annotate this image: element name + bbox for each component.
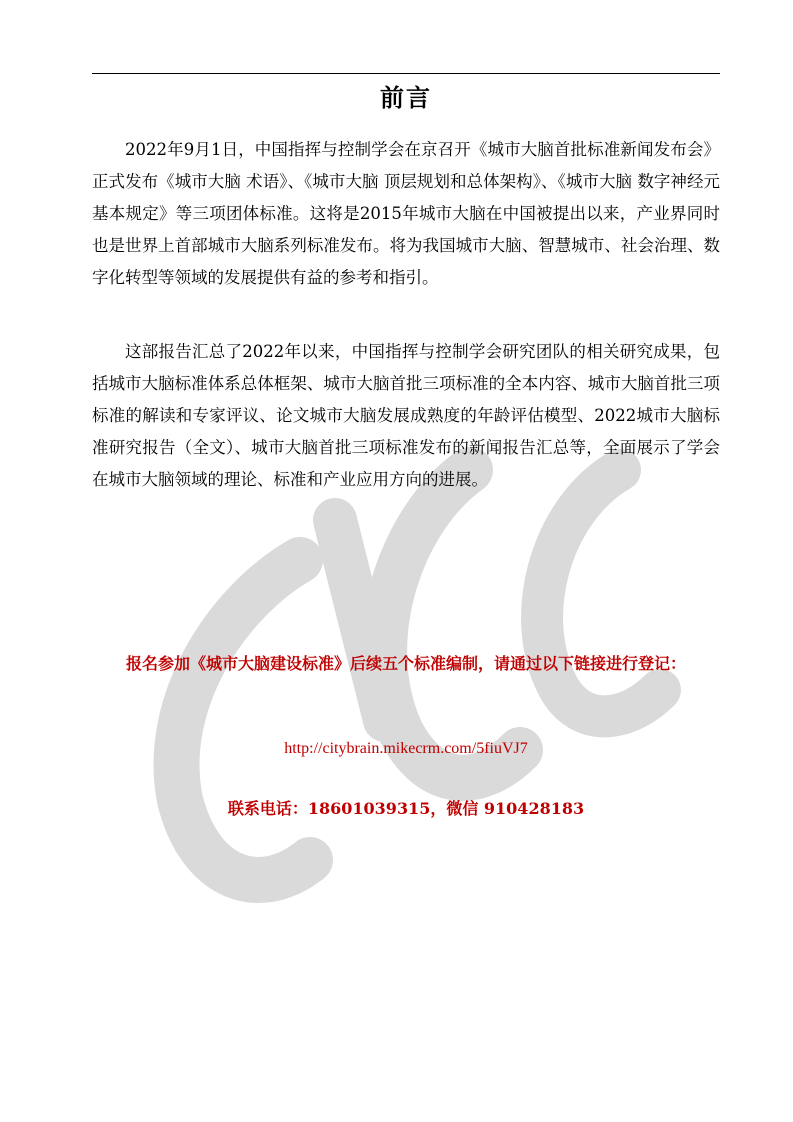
intro-paragraph-1: 2022年9月1日，中国指挥与控制学会在京召开《城市大脑首批标准新闻发布会》正式发布《城市大脑 术语》、《城市大脑 顶层规划和总体架构》、《城市大脑 数字神经元基本规定》等三项团体标准。这将是2015年城市大脑在中国被提出以来，产业界同时也是世界上首部城市大脑系列标准发布。将为我国城市大脑、智慧城市、社会治理、数字化转型等领域的发展提供有益的参考和指引。 bbox=[92, 140, 720, 287]
contact-info: 联系电话：18601039315，微信 910428183 bbox=[227, 799, 585, 818]
page-title: 前言 bbox=[380, 83, 432, 112]
registration-notice: 报名参加《城市大脑建设标准》后续五个标准编制，请通过以下链接进行登记： bbox=[125, 654, 686, 673]
header-rule bbox=[92, 73, 720, 74]
registration-link[interactable]: http://citybrain.mikecrm.com/5fiuVJ7 bbox=[284, 740, 528, 757]
intro-paragraph-2: 这部报告汇总了2022年以来，中国指挥与控制学会研究团队的相关研究成果，包括城市大脑标准体系总体框架、城市大脑首批三项标准的全本内容、城市大脑首批三项标准的解读和专家评议、论文城市大脑发展成熟度的年龄评估模型、2022城市大脑标准研究报告（全文）、城市大脑首批三项标准发布的新闻报告汇总等，全面展示了学会在城市大脑领域的理论、标准和产业应用方向的进展。 bbox=[92, 342, 720, 489]
